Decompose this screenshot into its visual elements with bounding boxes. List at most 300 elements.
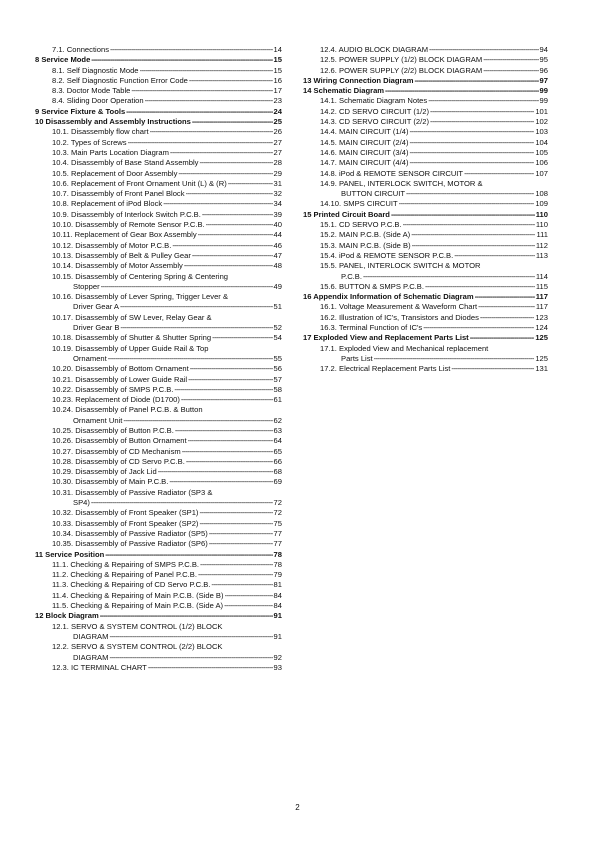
toc-subsection-entry[interactable] [303, 148, 548, 158]
toc-entry-title: 11.4. Checking & Repairing of Main P.C.B. (Side B) [52, 590, 224, 600]
toc-subsection-entry[interactable] [303, 55, 548, 65]
toc-entry-title: 10 Disassembly and Assembly Instructions [35, 117, 191, 127]
toc-page-number: 84 [273, 601, 282, 611]
toc-subsection-entry[interactable] [303, 66, 548, 76]
toc-subsection-entry[interactable] [35, 601, 282, 611]
toc-subsection-entry[interactable] [35, 251, 282, 261]
toc-section-entry[interactable] [35, 55, 282, 65]
toc-leader-dots [430, 117, 534, 127]
toc-leader-dots [211, 580, 272, 590]
toc-leader-dots [430, 107, 534, 117]
toc-subsection-entry[interactable] [35, 467, 282, 477]
toc-subsection-entry[interactable] [35, 241, 282, 251]
toc-page-number: 27 [273, 147, 282, 157]
toc-subsection-entry[interactable] [303, 251, 548, 261]
toc-leader-dots [186, 189, 273, 199]
toc-entry-title: 10.30. Disassembly of Main P.C.B. [52, 477, 169, 487]
toc-leader-dots [120, 302, 273, 312]
toc-leader-dots [186, 457, 273, 467]
toc-subsection-entry[interactable] [303, 220, 548, 230]
toc-leader-dots [454, 251, 535, 261]
toc-subsection-entry[interactable] [35, 385, 282, 395]
toc-leader-dots [374, 354, 535, 364]
toc-page-number: 29 [273, 168, 282, 178]
toc-subsection-entry[interactable] [303, 117, 548, 127]
toc-subsection-entry[interactable] [35, 158, 282, 168]
toc-subsection-entry[interactable] [35, 169, 282, 179]
toc-leader-dots [409, 127, 534, 137]
toc-page-number: 78 [273, 549, 282, 559]
toc-section-entry[interactable] [35, 117, 282, 127]
toc-leader-dots [412, 241, 535, 251]
toc-entry-title: 8 Service Mode [35, 55, 91, 65]
toc-page-number: 117 [535, 302, 548, 312]
toc-leader-dots [423, 323, 534, 333]
toc-page-number: 77 [273, 539, 282, 549]
toc-page-number: 61 [273, 395, 282, 405]
toc-page-number: 56 [273, 364, 282, 374]
toc-entry-title: 15.6. BUTTON & SMPS P.C.B. [320, 281, 424, 291]
toc-subsection-entry[interactable] [35, 477, 282, 487]
toc-leader-dots [200, 560, 273, 570]
toc-leader-dots [178, 169, 272, 179]
toc-page-number: 84 [273, 590, 282, 600]
toc-page-number: 124 [535, 323, 548, 333]
toc-page-number: 106 [535, 158, 548, 168]
toc-subsection-entry[interactable] [303, 158, 548, 168]
toc-leader-dots [120, 323, 272, 333]
toc-page-number: 75 [273, 518, 282, 528]
toc-page-number: 113 [535, 250, 548, 260]
toc-entry-title: 11.5. Checking & Repairing of Main P.C.B. (Side A) [52, 601, 224, 611]
toc-leader-dots [109, 653, 272, 663]
toc-page-number: 115 [535, 281, 548, 291]
toc-entry-title: Stopper [73, 281, 100, 291]
toc-leader-dots [175, 426, 273, 436]
toc-section-entry[interactable] [303, 210, 548, 220]
toc-leader-dots [411, 230, 535, 240]
toc-leader-dots [184, 261, 273, 271]
toc-page-number: 79 [273, 570, 282, 580]
toc-entry-title: 10.27. Disassembly of CD Mechanism [52, 446, 181, 456]
toc-subsection-entry[interactable] [35, 148, 282, 158]
toc-leader-dots [198, 570, 273, 580]
toc-page-number: 62 [273, 415, 282, 425]
toc-page-number: 108 [535, 189, 548, 199]
toc-entry-title: 14.1. Schematic Diagram Notes [320, 96, 428, 106]
toc-page-number: 52 [273, 323, 282, 333]
toc-page-number: 40 [273, 220, 282, 230]
toc-entry-title: 14.6. MAIN CIRCUIT (3/4) [320, 147, 409, 157]
toc-entry-title: 10.34. Disassembly of Passive Radiator (SP5) [52, 528, 208, 538]
toc-leader-dots [212, 333, 272, 343]
toc-entry-title: 10.11. Replacement of Gear Box Assembly [52, 230, 197, 240]
toc-leader-dots [91, 498, 273, 508]
toc-entry-title: 10.31. Disassembly of Passive Radiator (SP3 & [52, 487, 213, 497]
toc-leader-dots [170, 148, 273, 158]
toc-page-number: 111 [536, 230, 548, 240]
toc-leader-dots [110, 45, 273, 55]
toc-page-number: 34 [273, 199, 282, 209]
toc-leader-dots [225, 591, 273, 601]
toc-leader-dots [209, 529, 273, 539]
toc-page-number: 104 [535, 137, 548, 147]
toc-page-number: 68 [273, 467, 282, 477]
toc-page-number: 48 [273, 261, 282, 271]
toc-section-entry[interactable] [303, 76, 548, 86]
toc-page-number: 96 [539, 65, 548, 75]
toc-page-number: 55 [273, 353, 282, 363]
toc-leader-dots [385, 86, 539, 96]
toc-leader-dots [224, 601, 272, 611]
toc-page-number: 32 [273, 189, 282, 199]
toc-subsection-entry[interactable] [35, 76, 282, 86]
toc-subsection-entry[interactable] [35, 261, 282, 271]
toc-subsection-entry[interactable] [35, 66, 282, 76]
toc-entry-title: 14 Schematic Diagram [303, 86, 385, 96]
toc-leader-dots [409, 158, 534, 168]
toc-entry-title: 10.4. Disassembly of Base Stand Assembly [52, 158, 199, 168]
toc-leader-dots [108, 354, 273, 364]
toc-leader-dots [189, 76, 273, 86]
toc-subsection-entry[interactable] [303, 179, 548, 200]
toc-subsection-entry[interactable] [35, 591, 282, 601]
toc-subsection-entry[interactable] [35, 375, 282, 385]
toc-subsection-entry[interactable] [303, 127, 548, 137]
toc-entry-title: 10.12. Disassembly of Motor P.C.B. [52, 240, 172, 250]
toc-subsection-entry[interactable] [303, 364, 548, 374]
toc-section-entry[interactable] [303, 292, 548, 302]
toc-subsection-entry[interactable] [35, 127, 282, 137]
toc-page-number: 102 [535, 117, 548, 127]
toc-page-number: 101 [535, 106, 548, 116]
toc-page-number: 64 [273, 436, 282, 446]
toc-leader-dots [199, 158, 272, 168]
toc-page-number: 117 [535, 292, 548, 302]
toc-page-number: 125 [535, 353, 548, 363]
toc-entry-title: 17.1. Exploded View and Mechanical replacement [320, 343, 489, 353]
toc-leader-dots [174, 385, 272, 395]
toc-page-number: 97 [539, 75, 548, 85]
toc-section-entry[interactable] [35, 107, 282, 117]
toc-entry-title: Ornament Unit [73, 415, 123, 425]
toc-entry-title: 10.6. Replacement of Front Ornament Unit (L) & (R) [52, 178, 227, 188]
toc-leader-dots [182, 447, 273, 457]
toc-leader-dots [202, 210, 273, 220]
toc-subsection-entry[interactable] [35, 272, 282, 293]
toc-page-number: 78 [273, 559, 282, 569]
toc-page-number: 107 [535, 168, 548, 178]
toc-subsection-entry[interactable] [303, 261, 548, 282]
toc-entry-title: 10.19. Disassembly of Upper Guide Rail & Top [52, 343, 209, 353]
toc-subsection-entry[interactable] [303, 107, 548, 117]
toc-subsection-entry[interactable] [35, 292, 282, 313]
toc-entry-title: 10.2. Types of Screws [52, 137, 127, 147]
toc-page-number: 125 [535, 333, 548, 343]
toc-leader-dots [126, 107, 272, 117]
toc-entry-title: 13 Wiring Connection Diagram [303, 75, 414, 85]
toc-subsection-entry[interactable] [35, 199, 282, 209]
toc-page-number: 24 [273, 106, 282, 116]
toc-leader-dots [145, 96, 273, 106]
toc-page-number: 72 [273, 498, 282, 508]
toc-subsection-entry[interactable] [35, 86, 282, 96]
toc-entry-title: 8.4. Sliding Door Operation [52, 96, 144, 106]
toc-subsection-entry[interactable] [35, 179, 282, 189]
toc-leader-dots [391, 210, 535, 220]
toc-leader-dots [478, 302, 535, 312]
toc-page-number: 26 [273, 127, 282, 137]
toc-leader-dots [363, 272, 535, 282]
toc-subsection-entry[interactable] [35, 395, 282, 405]
toc-leader-dots [414, 76, 538, 86]
toc-page-number: 28 [273, 158, 282, 168]
toc-page-number: 99 [539, 86, 548, 96]
toc-subsection-entry[interactable] [35, 580, 282, 590]
toc-subsection-entry[interactable] [35, 426, 282, 436]
toc-subsection-entry[interactable] [303, 344, 548, 365]
toc-leader-dots [188, 375, 272, 385]
toc-page-number: 27 [273, 137, 282, 147]
toc-page-number: 94 [539, 45, 548, 54]
toc-page-number: 110 [535, 209, 548, 219]
toc-entry-title: 10.24. Disassembly of Panel P.C.B. & Button [52, 405, 203, 415]
toc-entry-title: 10.17. Disassembly of SW Lever, Relay Gear & [52, 312, 212, 322]
toc-leader-dots [451, 364, 534, 374]
toc-page-number: 81 [273, 580, 282, 590]
toc-leader-dots [206, 220, 273, 230]
toc-page-number: 105 [535, 147, 548, 157]
toc-subsection-entry[interactable] [35, 622, 282, 643]
toc-page-number: 95 [539, 55, 548, 65]
toc-entry-title: 11.1. Checking & Repairing of SMPS P.C.B. [52, 559, 200, 569]
toc-entry-title: 10.33. Disassembly of Front Speaker (SP2) [52, 518, 199, 528]
toc-page-number: 131 [535, 364, 548, 374]
toc-page-number: 23 [273, 96, 282, 106]
toc-page-number: 57 [273, 374, 282, 384]
toc-entry-title: 10.35. Disassembly of Passive Radiator (SP6) [52, 539, 208, 549]
toc-leader-dots [169, 477, 272, 487]
toc-entry-title: DIAGRAM [73, 631, 109, 641]
toc-subsection-entry[interactable] [303, 323, 548, 333]
toc-subsection-entry[interactable] [303, 282, 548, 292]
toc-subsection-entry[interactable] [35, 457, 282, 467]
toc-entry-title: Driver Gear B [73, 323, 120, 333]
toc-entry-title: 12 Block Diagram [35, 611, 99, 621]
toc-entry-title: BUTTON CIRCUIT [341, 189, 405, 199]
toc-entry-title: 10.23. Replacement of Diode (D1700) [52, 395, 180, 405]
toc-subsection-entry[interactable] [35, 405, 282, 426]
toc-page-number: 14 [273, 45, 282, 54]
toc-entry-title: 16.1. Voltage Measurement & Waveform Chart [320, 302, 478, 312]
toc-leader-dots [188, 436, 273, 446]
toc-entry-title: 17 Exploded View and Replacement Parts List [303, 333, 469, 343]
toc-leader-dots [172, 241, 272, 251]
toc-subsection-entry[interactable] [35, 230, 282, 240]
toc-leader-dots [403, 220, 535, 230]
toc-leader-dots [105, 550, 272, 560]
toc-entry-title: 16.2. Illustration of IC's, Transistors and Diodes [320, 312, 479, 322]
toc-page-number: 93 [273, 662, 282, 672]
toc-page-number: 103 [535, 127, 548, 137]
toc-entry-title: 15.4. iPod & REMOTE SENSOR P.C.B. [320, 250, 454, 260]
toc-entry-title: 10.29. Disassembly of Jack Lid [52, 467, 157, 477]
toc-page-number: 109 [535, 199, 548, 209]
toc-entry-title: 15.5. PANEL, INTERLOCK SWITCH & MOTOR [320, 261, 481, 271]
toc-page-number: 91 [273, 611, 282, 621]
toc-entry-title: 10.26. Disassembly of Button Ornament [52, 436, 187, 446]
toc-entry-title: 10.15. Disassembly of Centering Spring & Centering [52, 271, 229, 281]
toc-entry-title: 12.6. POWER SUPPLY (2/2) BLOCK DIAGRAM [320, 65, 483, 75]
toc-leader-dots [109, 632, 272, 642]
toc-entry-title: 14.7. MAIN CIRCUIT (4/4) [320, 158, 409, 168]
toc-entry-title: 10.25. Disassembly of Button P.C.B. [52, 425, 174, 435]
toc-subsection-entry[interactable] [35, 96, 282, 106]
toc-page-number: 54 [273, 333, 282, 343]
toc-subsection-entry[interactable] [35, 45, 282, 55]
toc-page-number: 15 [273, 55, 282, 65]
toc-leader-dots [406, 189, 534, 199]
toc-leader-dots [192, 117, 273, 127]
toc-leader-dots [150, 127, 273, 137]
toc-entry-title: 11 Service Position [35, 549, 105, 559]
toc-subsection-entry[interactable] [35, 210, 282, 220]
toc-leader-dots [475, 292, 535, 302]
toc-subsection-entry[interactable] [303, 45, 548, 55]
toc-leader-dots [470, 333, 535, 343]
toc-subsection-entry[interactable] [303, 199, 548, 209]
toc-leader-dots [101, 282, 273, 292]
toc-right-column [303, 45, 548, 375]
toc-entry-title: 10.16. Disassembly of Lever Spring, Trigger Lever & [52, 292, 229, 302]
toc-entry-title: Ornament [73, 353, 107, 363]
toc-page-number: 16 [273, 75, 282, 85]
toc-entry-title: 12.5. POWER SUPPLY (1/2) BLOCK DIAGRAM [320, 55, 483, 65]
toc-leader-dots [409, 138, 534, 148]
toc-subsection-entry[interactable] [35, 663, 282, 673]
toc-leader-dots [209, 539, 273, 549]
toc-subsection-entry[interactable] [35, 642, 282, 663]
toc-leader-dots [140, 66, 273, 76]
toc-subsection-entry[interactable] [35, 570, 282, 580]
toc-subsection-entry[interactable] [35, 344, 282, 365]
toc-page-number: 31 [273, 178, 282, 188]
toc-page-number: 123 [535, 312, 548, 322]
toc-entry-title: 10.14. Disassembly of Motor Assembly [52, 261, 183, 271]
toc-subsection-entry[interactable] [35, 519, 282, 529]
toc-leader-dots [198, 230, 273, 240]
toc-entry-title: 12.3. IC TERMINAL CHART [52, 662, 147, 672]
toc-leader-dots [131, 86, 272, 96]
toc-leader-dots [181, 395, 273, 405]
toc-subsection-entry[interactable] [303, 313, 548, 323]
toc-entry-title: 10.9. Disassembly of Interlock Switch P.C.B. [52, 209, 201, 219]
toc-subsection-entry[interactable] [35, 364, 282, 374]
toc-entry-title: 16.3. Terminal Function of IC's [320, 323, 423, 333]
toc-section-entry[interactable] [35, 611, 282, 621]
toc-entry-title: 15.1. CD SERVO P.C.B. [320, 220, 402, 230]
toc-entry-title: 11.2. Checking & Repairing of Panel P.C.B. [52, 570, 197, 580]
toc-subsection-entry[interactable] [35, 313, 282, 334]
toc-page-number: 15 [273, 65, 282, 75]
toc-section-entry[interactable] [303, 333, 548, 343]
page-number: 2 [295, 803, 300, 812]
toc-page-number: 72 [273, 508, 282, 518]
toc-entry-title: 10.28. Disassembly of CD Servo P.C.B. [52, 456, 185, 466]
toc-subsection-entry[interactable] [303, 302, 548, 312]
toc-subsection-entry[interactable] [303, 138, 548, 148]
toc-leader-dots [483, 55, 538, 65]
toc-entry-title: 10.1. Disassembly flow chart [52, 127, 149, 137]
toc-subsection-entry[interactable] [35, 436, 282, 446]
toc-subsection-entry[interactable] [35, 539, 282, 549]
toc-page-number: 17 [273, 86, 282, 96]
toc-entry-title: 12.4. AUDIO BLOCK DIAGRAM [320, 45, 429, 54]
toc-entry-title: 16 Appendix Information of Schematic Diagram [303, 292, 474, 302]
toc-subsection-entry[interactable] [303, 241, 548, 251]
toc-subsection-entry[interactable] [35, 138, 282, 148]
toc-entry-title: DIAGRAM [73, 652, 109, 662]
toc-leader-dots [464, 169, 534, 179]
toc-subsection-entry[interactable] [35, 447, 282, 457]
toc-leader-dots [483, 66, 538, 76]
toc-leader-dots [199, 519, 272, 529]
toc-leader-dots [190, 364, 273, 374]
toc-subsection-entry[interactable] [35, 560, 282, 570]
toc-entry-title: 14.5. MAIN CIRCUIT (2/4) [320, 137, 409, 147]
toc-entry-title: 10.32. Disassembly of Front Speaker (SP1) [52, 508, 199, 518]
toc-entry-title: 8.1. Self Diagnostic Mode [52, 65, 139, 75]
toc-section-entry[interactable] [303, 86, 548, 96]
toc-subsection-entry[interactable] [303, 169, 548, 179]
toc-leader-dots [148, 663, 273, 673]
toc-page-number: 114 [535, 271, 548, 281]
toc-entry-title: 10.18. Disassembly of Shutter & Shutter Spring [52, 333, 212, 343]
toc-page-number: 91 [273, 631, 282, 641]
toc-leader-dots [399, 199, 535, 209]
toc-subsection-entry[interactable] [35, 488, 282, 509]
toc-leader-dots [158, 467, 273, 477]
toc-subsection-entry[interactable] [35, 220, 282, 230]
toc-entry-title: 9 Service Fixture & Tools [35, 106, 126, 116]
toc-entry-title: 8.2. Self Diagnostic Function Error Code [52, 75, 188, 85]
toc-subsection-entry[interactable] [303, 230, 548, 240]
toc-page-number: 47 [273, 250, 282, 260]
toc-leader-dots [228, 179, 273, 189]
toc-leader-dots [429, 45, 539, 55]
toc-left-column [35, 45, 282, 673]
toc-subsection-entry[interactable] [35, 333, 282, 343]
toc-subsection-entry[interactable] [35, 189, 282, 199]
toc-leader-dots [428, 96, 538, 106]
toc-leader-dots [100, 611, 273, 621]
toc-section-entry[interactable] [35, 550, 282, 560]
toc-entry-title: 10.13. Disassembly of Belt & Pulley Gear [52, 250, 191, 260]
toc-subsection-entry[interactable] [35, 508, 282, 518]
toc-entry-title: 10.7. Disassembly of Front Panel Block [52, 189, 185, 199]
toc-subsection-entry[interactable] [303, 96, 548, 106]
toc-page-number: 110 [535, 220, 548, 230]
toc-page-number: 92 [273, 652, 282, 662]
toc-entry-title: 15 Printed Circuit Board [303, 209, 390, 219]
toc-leader-dots [163, 199, 272, 209]
toc-entry-title: Driver Gear A [73, 302, 119, 312]
toc-subsection-entry[interactable] [35, 529, 282, 539]
toc-entry-title: 8.3. Doctor Mode Table [52, 86, 131, 96]
toc-entry-title: 15.2. MAIN P.C.B. (Side A) [320, 230, 411, 240]
toc-leader-dots [199, 508, 272, 518]
toc-entry-title: 14.2. CD SERVO CIRCUIT (1/2) [320, 106, 430, 116]
